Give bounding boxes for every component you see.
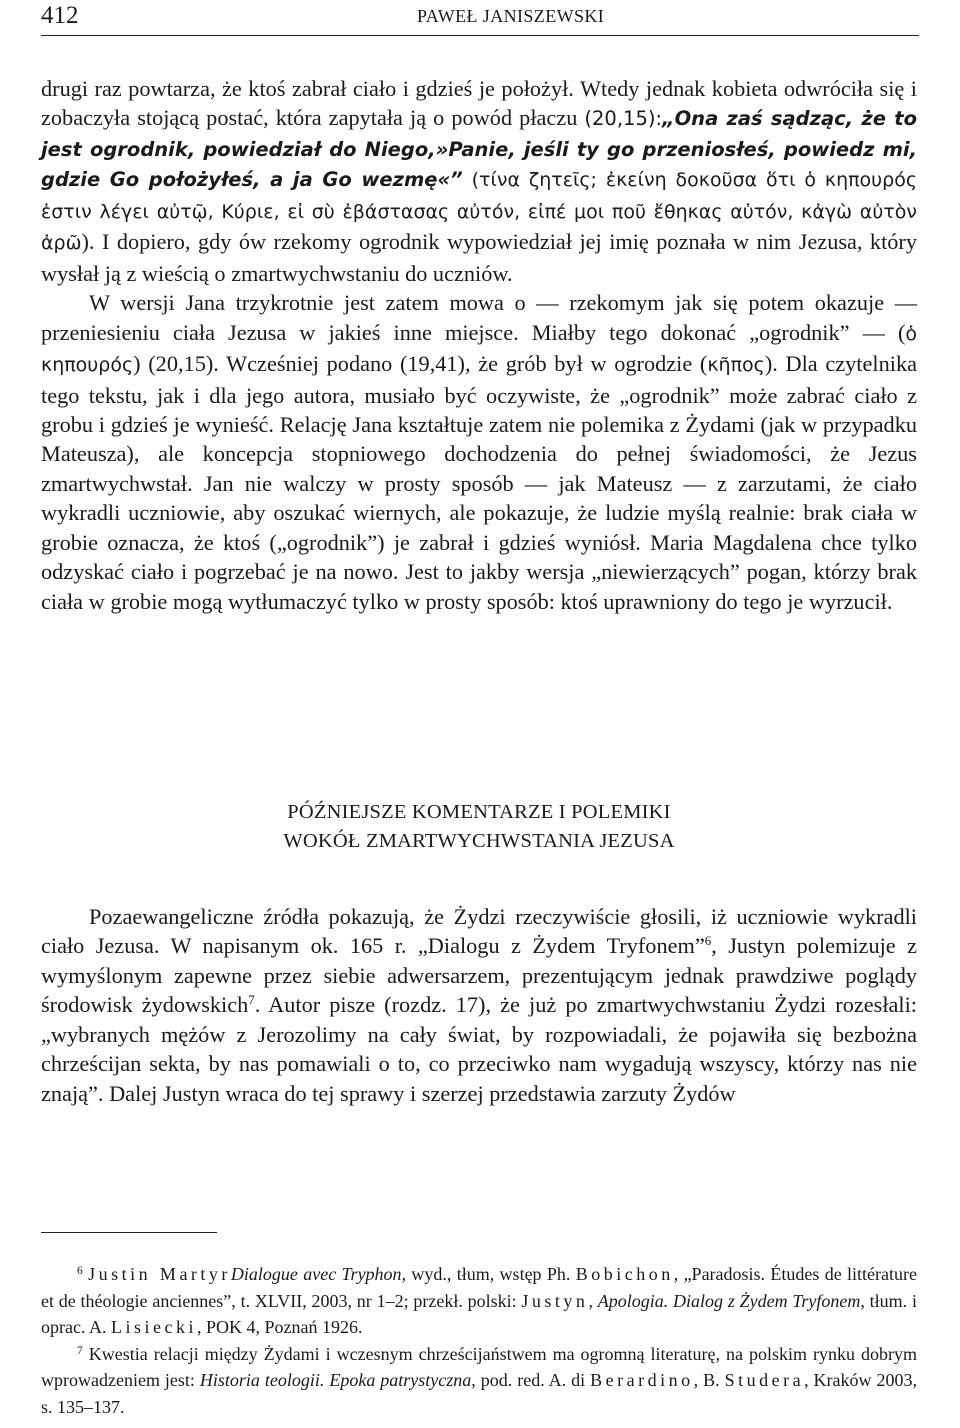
header-rule xyxy=(41,35,919,36)
main-text xyxy=(41,74,917,616)
greek-term: κῆπος xyxy=(707,354,765,377)
footnotes xyxy=(41,1261,917,1420)
paragraph-3: Pozaewangeliczne źródła pokazują, że Żydzi rzeczywiście głosili, iż uczniowie wykradli ciało Jezusa. W napisanym ok. 165 r. „Dialogu z Żydem Tryfonem”$^6$, Justyn polemizuje z wymyślonym zapewne przez siebie adwersarzem, prezentującym jednak prawdziwe poglądy środowisk żydowskich$^7$. Autor pisze (rozdz. 17), że już po zmartwychwstaniu Żydzi rozesłali: „wybranych mężów z Jerozolimy na cały świat, by rozpowiadali, że pojawiła się bezbożna chrześcijan sekta, by nas pomawiali o to, co przeciwko nam wygadują wszyscy, którzy nas nie znają”. Dalej Justyn wraca do tej sprawy i szerzej przedstawia zarzuty Żydów xyxy=(41,904,917,1106)
section-heading: PÓŹNIEJSZE KOMENTARZE I POLEMIKI WOKÓŁ ZMARTWYCHWSTANIA JEZUSA xyxy=(283,801,675,852)
page-header xyxy=(41,0,919,34)
footnote-6: $^6$ Justin MartyrDialogue avec Tryphon, wyd., tłum, wstęp Ph. Bobichon, „Paradosis. Études de littérature et de théologie anciennes”, t. XLVII, 2003, nr 1–2; przekł. polski: Justyn, Apologia. Dialog z Żydem Tryfonem, tłum. i oprac. A. Lisiecki, POK 4, Poznań 1926. xyxy=(41,1264,917,1337)
page-number: 412 xyxy=(41,2,79,29)
bold-italic-quote: „Ona zaś sądząc, że to jest ogrodnik, powiedział do Niego,»Panie, jeśli ty go przeniosłeś, powiedz mi, gdzie Go położyłeś, a ja Go wezmę«” xyxy=(41,107,917,192)
footnote-7: $^7$ Kwestia relacji między Żydami i wczesnym chrześcijaństwem ma ogromną literaturę, na polskim rynku dobrym wprowadzeniem jest: Historia teologii. Epoka patrystyczna, pod. red. A. di Berardino, B. Studera, Kraków 2003, s. 135–137. xyxy=(41,1343,917,1417)
footnote-ref[interactable]: 7 xyxy=(248,992,255,1008)
running-head: PAWEŁ JANISZEWSKI xyxy=(417,6,605,26)
greek-term: ὁ κηπουρός xyxy=(41,322,917,377)
footnote-ref[interactable]: 6 xyxy=(704,933,712,949)
paragraph-1: drugi raz powtarza, że ktoś zabrał ciało i gdzieś je położył. Wtedy jednak kobieta odwróciła się i zobaczyła stojącą postać, która zapytała ją o powód płaczu (20,15):„Ona zaś sądząc, że to jest ogrodnik, powiedział do Niego,»Panie, jeśli ty go przeniosłeś, powiedz mi, gdzie Go położyłeś, a ja Go wezmę«” (τίνα ζητεῖς; ἐκείνη δοκοῦσα ὅτι ὁ κηπουρός ἐστιν λέγει αὐτῷ, Κύριε, εἰ σὺ ἐβάστασας αὐτόν, εἰπέ μοι ποῦ ἔθηκας αὐτόν, κἀγὼ αὐτὸν ἀρῶ). I dopiero, gdy ów rzekomy ogrodnik wypowiedział jej imię poznała w nim Jezusa, który wysłał ją z wieścią o zmartwychwstaniu do uczniów. xyxy=(41,76,917,286)
greek-quote: τίνα ζητεῖς; ἐκείνη δοκοῦσα ὅτι ὁ κηπουρός ἐστιν λέγει αὐτῷ, Κύριε, εἰ σὺ ἐβάστασας αὐτόν, εἰπέ μοι ποῦ ἔθηκας αὐτόν, κἀγὼ αὐτὸν ἀρῶ xyxy=(41,169,917,255)
paragraph-2: W wersji Jana trzykrotnie jest zatem mowa o — rzekomym jak się potem okazuje — przeniesieniu ciała Jezusa w jakieś inne miejsce. Miałby tego dokonać „ogrodnik” — (ὁ κηπουρός) (20,15). Wcześniej podano (19,41), że grób był w ogrodzie (κῆπος). Dla czytelnika tego tekstu, jak i dla jego autora, musiało być oczywiste, że „ogrodnik” może zabrać ciało z grobu i gdzieś je wynieść. Relację Jana kształtuje zatem nie polemika z Żydami (jak w przypadku Mateusza), ale koncepcja stopniowego dochodzenia do pełnej świadomości, że Jezus zmartwychwstał. Jan nie walczy w prosty sposób — jak Mateusz — z zarzutami, że ciało wykradli uczniowie, aby oszukać wiernych, ale pokazuje, że ludzie myślą realnie: brak ciała w grobie oznacza, że ktoś („ogrodnik”) je zabrał i gdzieś wyniósł. Maria Magdalena chce tylko odzyskać ciało i pogrzebać je na nowo. Jest to jakby wersja „niewierzących” pogan, którzy brak ciała w grobie mogą wytłumaczyć tylko w prosty sposób: ktoś uprawniony do tego je wyrzucił. xyxy=(41,290,917,614)
main-text-continued xyxy=(41,902,917,1108)
footnote-rule xyxy=(41,1232,217,1233)
